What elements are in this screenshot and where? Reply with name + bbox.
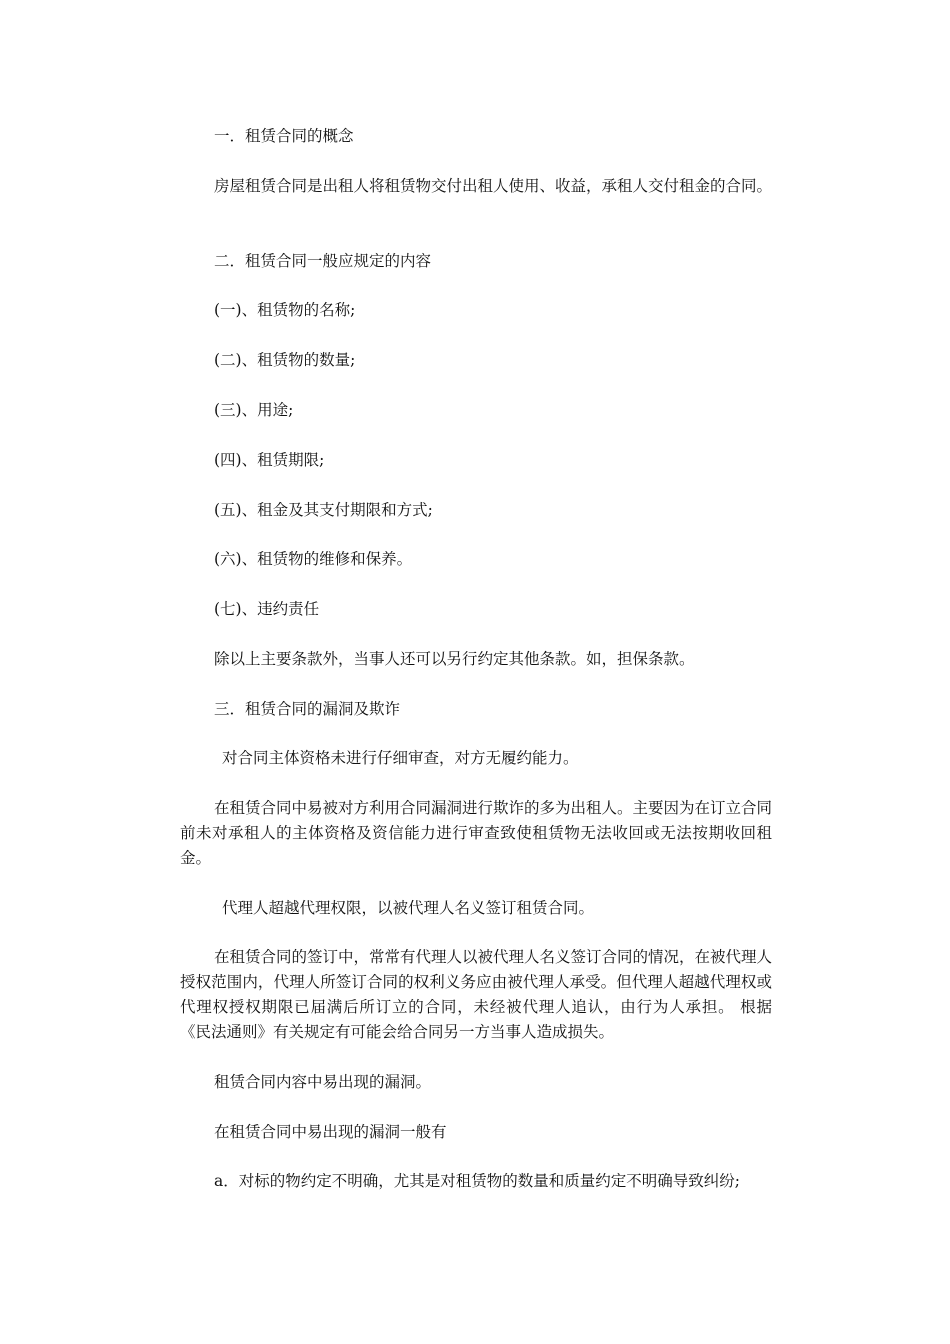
subheading-agent-authority: 代理人超越代理权限，以被代理人名义签订租赁合同。 [222, 899, 595, 917]
list-item-a: a．对标的物约定不明确，尤其是对租赁物的数量和质量约定不明确导致纠纷; [214, 1172, 740, 1190]
paragraph-subject-qualification: 在租赁合同中易被对方利用合同漏洞进行欺诈的多为出租人。主要因为在订立合同前未对承租人的主体资格及资信能力进行审查致使租赁物无法收回或无法按期收回租金。 [180, 799, 773, 867]
list-item: (四)、租赁期限; [214, 451, 325, 469]
subheading-subject-qualification: 对合同主体资格未进行仔细审查，对方无履约能力。 [222, 749, 579, 767]
section-heading-2: 二．租赁合同一般应规定的内容 [214, 252, 432, 270]
paragraph-content-loopholes: 在租赁合同中易出现的漏洞一般有 [214, 1123, 447, 1141]
section-heading-3: 三．租赁合同的漏洞及欺诈 [214, 700, 401, 718]
list-item: (六)、租赁物的维修和保养。 [214, 550, 413, 568]
list-item: (七)、违约责任 [214, 600, 320, 618]
section-heading-1: 一．租赁合同的概念 [214, 127, 354, 145]
list-item: (一)、租赁物的名称; [214, 301, 356, 319]
paragraph-other-terms: 除以上主要条款外，当事人还可以另行约定其他条款。如，担保条款。 [214, 650, 695, 668]
list-item: (二)、租赁物的数量; [214, 351, 356, 369]
list-item: (三)、用途; [214, 401, 294, 419]
subheading-content-loopholes: 租赁合同内容中易出现的漏洞。 [214, 1073, 432, 1091]
paragraph-agent-authority: 在租赁合同的签订中，常常有代理人以被代理人名义签订合同的情况，在被代理人授权范围内，代理人所签订合同的权利义务应由被代理人承受。但代理人超越代理权或代理权授权期限已届满后所订立的合同，未经被代理人追认，由行为人承担。 根据《民法通则》有关规定有可能会给合同另一方当事人造成损失。 [180, 948, 773, 1041]
paragraph-definition: 房屋租赁合同是出租人将租赁物交付出租人使用、收益，承租人交付租金的合同。 [214, 177, 773, 195]
list-item: (五)、租金及其支付期限和方式; [214, 501, 433, 519]
